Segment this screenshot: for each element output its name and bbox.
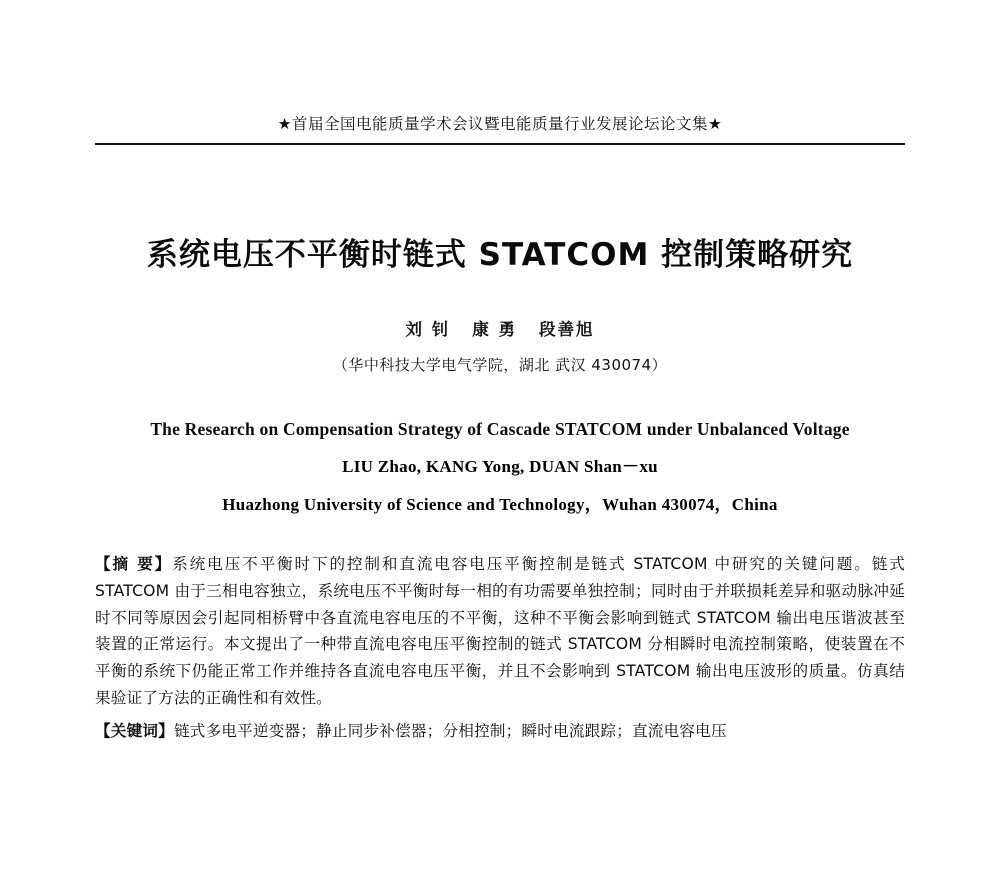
author-2: 康 勇 [472, 320, 517, 339]
author-list [95, 316, 905, 340]
english-affiliation: Huazhong University of Science and Technology，Wuhan 430074，China [222, 495, 778, 514]
author-affiliation: （华中科技大学电气学院，湖北 武汉 430074） [332, 356, 668, 374]
keywords-paragraph [95, 718, 905, 745]
author-3: 段善旭 [539, 320, 595, 339]
header-rule [95, 143, 905, 145]
paper-page [0, 112, 1000, 872]
abstract-label: 【摘 要】 [95, 555, 173, 573]
abstract-paragraph [95, 551, 905, 712]
abstract-body: 系统电压不平衡时下的控制和直流电容电压平衡控制是链式 STATCOM 中研究的关键问题。链式 STATCOM 由于三相电容独立，系统电压不平衡时每一相的有功需要单独控制；同时由于并联损耗差异和驱动脉冲延时不同等原因会引起同相桥臂中各直流电容电压的不平衡，这种不平衡会影响到链式 STATCOM 输出电压谐波甚至装置的正常运行。本文提出了一种带直流电容电压平衡控制的链式 STATCOM 分相瞬时电流控制策略，使装置在不平衡的系统下仍能正常工作并维持各直流电容电压平衡，并且不会影响到 STATCOM 输出电压波形的质量。仿真结果验证了方法的正确性和有效性。 [95, 555, 905, 708]
page-title: 系统电压不平衡时链式 STATCOM 控制策略研究 [146, 237, 854, 273]
english-author-list: LIU Zhao, KANG Yong, DUAN Shan－xu [342, 457, 658, 476]
author-1: 刘 钊 [405, 320, 451, 339]
running-header: ★首届全国电能质量学术会议暨电能质量行业发展论坛论文集★ [277, 115, 723, 133]
keywords-body: 链式多电平逆变器；静止同步补偿器；分相控制；瞬时电流跟踪；直流电容电压 [173, 721, 727, 740]
english-title: The Research on Compensation Strategy of Cascade STATCOM under Unbalanced Voltage [150, 419, 850, 439]
keywords-label: 【关键词】 [95, 721, 174, 740]
